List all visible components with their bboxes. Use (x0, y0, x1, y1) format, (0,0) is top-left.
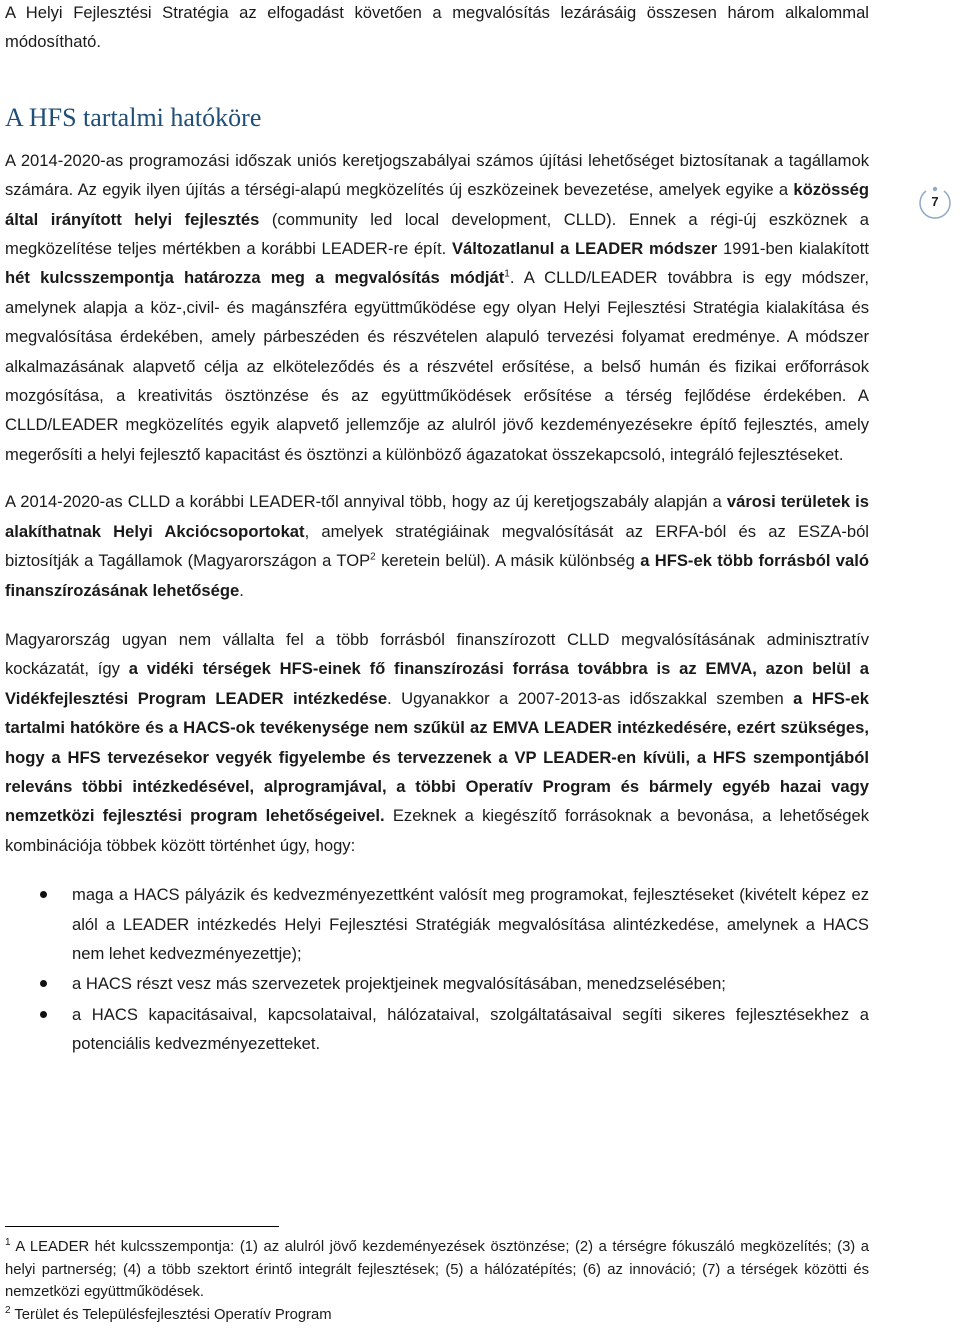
intro-paragraph: A Helyi Fejlesztési Stratégia az elfogadást követően a megvalósítás lezárásáig összesen három alkalommal módosítható. (5, 3, 869, 52)
bullet-icon (40, 891, 47, 898)
list-item (5, 880, 869, 968)
list-item-text: maga a HACS pályázik és kedvezményezettként valósít meg programokat, fejlesztéseket (kivételt képez ez alól a LEADER intézkedés Helyi Fejlesztési Stratégiák megvalósítása alintézkedése, amelynek a HACS nem lehet kedvezményezettje); (72, 885, 869, 963)
footnote-text: A LEADER hét kulcsszempontja: (1) az alulról jövő kezdeményezések ösztönzése; (2) a térségre fókuszáló megközelítés; (3) a helyi partnerség; (4) a több szektort érintő integrált fejlesztések; (5) a hálózatépítés; (6) az innováció; (7) a térségek közötti és nemzetközi együttműködések. (5, 1239, 870, 1300)
bold-run: városi területek is alakíthatnak Helyi Akciócsoportokat (5, 492, 869, 541)
paragraph-urban (5, 487, 869, 605)
text-run: Magyarország ugyan nem vállalta fel a több forrásból finanszírozott CLLD megvalósításának adminisztratív kockázatát, így (5, 629, 869, 679)
bold-run: közösség által irányított helyi fejlesztés (5, 180, 869, 229)
footnote-separator (5, 1226, 279, 1227)
footnote-text: Terület és Településfejlesztési Operatív Program (14, 1306, 332, 1323)
text-run: keretein belül). A másik különbség (375, 551, 641, 571)
text-run: Ezeknek a kiegészítő forrásoknak a bevonása, a lehetőségek kombinációja többek között történhet úgy, hogy: (5, 806, 869, 855)
footnote-number: 2 (5, 1304, 11, 1316)
bold-run: a HFS-ek tartalmi hatóköre és a HACS-ok tevékenysége nem szűkül az EMVA LEADER intézkedésére, ezért szükséges, hogy a HFS tervezésekor vegyék figyelembe és tervezzenek a VP LEADER-en kívüli, a HFS szempontjából releváns többi intézkedésével, alprogramjával, a többi Operatív Program és bármely egyéb hazai vagy nemzetközi fejlesztési program lehetőségeivel. (5, 688, 869, 826)
text-run: . Ugyanakkor a 2007-2013-as időszakkal szemben (387, 688, 794, 708)
list-item (5, 969, 869, 998)
paragraph-clld (5, 146, 869, 469)
bullet-icon (40, 980, 47, 987)
bullet-list (5, 880, 869, 1058)
footnote-number: 1 (5, 1237, 11, 1249)
list-item-text: a HACS részt vesz más szervezetek projektjeinek megvalósításában, menedzselésében; (72, 974, 726, 994)
text-run: , amelyek stratégiáinak megvalósítását az ERFA-ból és az ESZA-ból biztosítják a Tagállamok (Magyarországon a TOP (5, 521, 869, 571)
bold-run: a HFS-ek több forrásból való finanszírozásának lehetősége (5, 551, 869, 600)
footnote-ref-2[interactable]: 2 (370, 551, 376, 563)
text-run: (community led local development, CLLD). Ennek a régi-új eszköznek a megközelítése teljes mértékben a korábbi LEADER-re épít. (5, 209, 870, 259)
text-run: A 2014-2020-as programozási időszak uniós keretjogszabályai számos újítási lehetőséget biztosítanak a tagállamok számára. Az egyik ilyen újítás a térségi-alapú megközelítés új eszközeinek bevezetése, amelyek egyike a (5, 150, 869, 200)
footnote-2 (5, 1304, 869, 1327)
list-item-text: a HACS kapacitásaival, kapcsolataival, hálózataival, szolgáltatásaival segíti sikeres fejlesztésekhez a potenciális kedvezményezetteket. (72, 1004, 869, 1054)
footnotes (5, 1236, 869, 1326)
list-item (5, 1000, 869, 1059)
footnote-1 (5, 1236, 869, 1304)
paragraph-hungary (5, 625, 869, 860)
bullet-icon (40, 1011, 47, 1018)
document-page (5, 0, 869, 1059)
bold-run: a vidéki térségek HFS-einek fő finanszírozási forrása továbbra is az EMVA, azon belül a Vidékfejlesztési Program LEADER intézkedése (5, 659, 869, 708)
bold-run: Változatlanul a LEADER módszer (451, 239, 718, 259)
text-run: . A CLLD/LEADER továbbra is egy módszer, amelynek alapja a köz-,civil- és magánszféra együttműködése egy olyan Helyi Fejlesztési Stratégia kialakítása és megvalósítása érdekében, amely párbeszéden és részvételen alapuló tervezési folyamat eredménye. A módszer alkalmazásának alapvető célja az elköteleződés és a részvétel erősítése, a belső humán és fizikai erőforrások mozgósítása, a kreativitás ösztönzése és az együttműködések erősítése a térség fejlődése érdekében. A CLLD/LEADER megközelítés egyik alapvető jellemzője az alulról jövő kezdeményezésekre építő fejlesztés, amely megerősíti a helyi fejlesztő kapacitást és ösztönzi a különböző ágazatokat összekapcsoló, integráló fejlesztéseket. (5, 268, 869, 464)
page-number: 7 (931, 194, 939, 209)
page-number-badge (918, 186, 952, 220)
bold-run: hét kulcsszempontja határozza meg a megvalósítás módját (5, 268, 505, 288)
text-run: 1991-ben kialakított (717, 239, 869, 259)
footnote-ref-1[interactable]: 1 (504, 268, 510, 280)
text-run: A 2014-2020-as CLLD a korábbi LEADER-től annyival több, hogy az új keretjogszabály alapján a (5, 492, 727, 512)
section-heading: A HFS tartalmi hatóköre (5, 102, 262, 132)
text-run: . (239, 580, 244, 600)
